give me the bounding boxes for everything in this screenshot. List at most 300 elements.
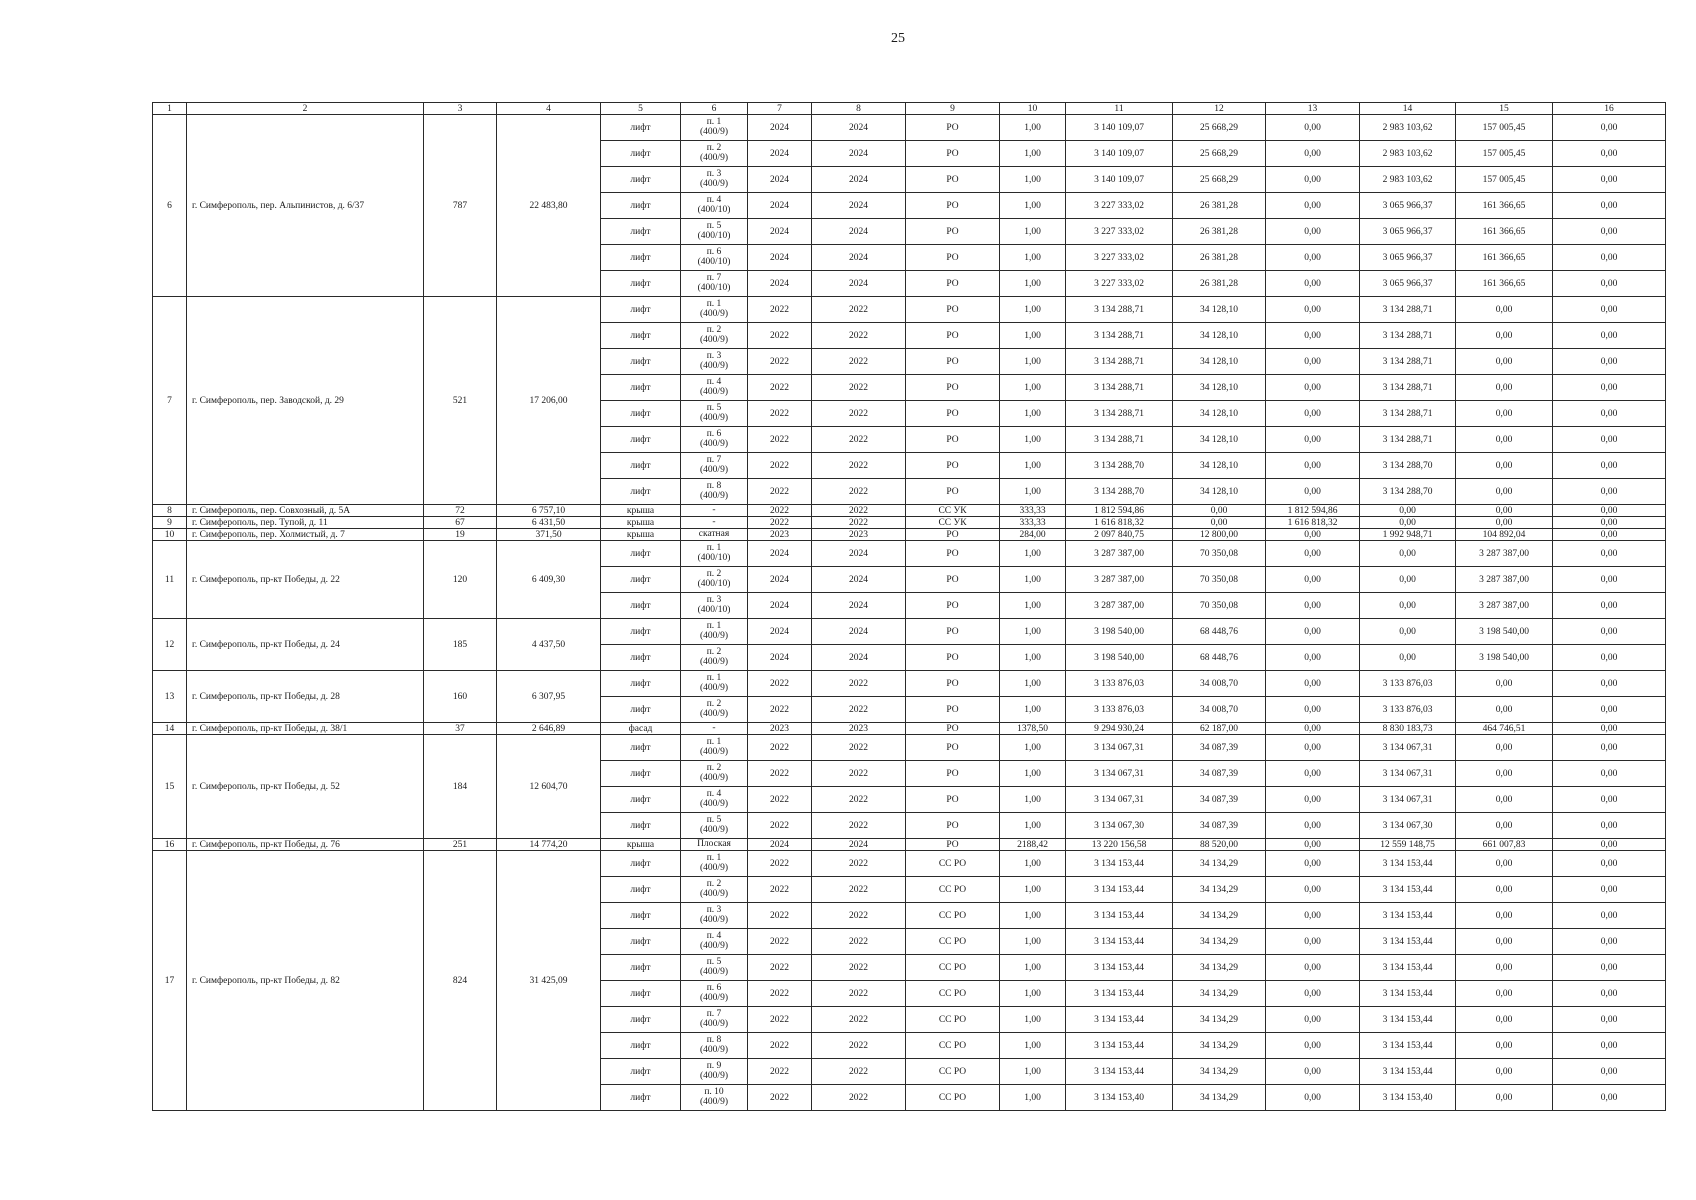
other-funds: 0,00 xyxy=(1553,1033,1666,1059)
volume: 1,00 xyxy=(1000,1033,1066,1059)
other-funds: 0,00 xyxy=(1553,567,1666,593)
unit-cost: 68 448,76 xyxy=(1173,619,1266,645)
residents-count: 185 xyxy=(424,619,497,671)
other-funds: 0,00 xyxy=(1553,1007,1666,1033)
column-number-row xyxy=(153,103,1666,115)
total-cost: 9 294 930,24 xyxy=(1066,723,1173,735)
entrance-cell xyxy=(681,453,748,479)
entrance-line: (400/9) xyxy=(700,1044,728,1055)
volume: 1,00 xyxy=(1000,877,1066,903)
unit-cost: 26 381,28 xyxy=(1173,271,1266,297)
completion-year: 2022 xyxy=(812,787,906,813)
entrance-cell xyxy=(681,723,748,735)
fund-method: РО xyxy=(906,697,1000,723)
volume: 1,00 xyxy=(1000,297,1066,323)
budget-funds: 3 287 387,00 xyxy=(1456,567,1553,593)
volume: 1,00 xyxy=(1000,955,1066,981)
owners-funds: 0,00 xyxy=(1266,813,1360,839)
budget-funds: 0,00 xyxy=(1456,955,1553,981)
completion-year: 2022 xyxy=(812,375,906,401)
item-number: 16 xyxy=(153,839,187,851)
entrance-line: (400/9) xyxy=(700,798,728,809)
other-funds: 0,00 xyxy=(1553,813,1666,839)
building-address: г. Симферополь, пер. Тупой, д. 11 xyxy=(187,517,424,529)
work-type: лифт xyxy=(601,929,681,955)
owners-funds: 0,00 xyxy=(1266,903,1360,929)
table-row xyxy=(153,839,1666,851)
budget-funds: 3 287 387,00 xyxy=(1456,541,1553,567)
building-area: 6 431,50 xyxy=(497,517,601,529)
owners-funds: 0,00 xyxy=(1266,593,1360,619)
entrance-line: п. 2 xyxy=(706,569,722,579)
budget-funds: 0,00 xyxy=(1456,517,1553,529)
work-type: лифт xyxy=(601,981,681,1007)
planned-year: 2024 xyxy=(748,839,812,851)
fund-method: РО xyxy=(906,787,1000,813)
item-number: 11 xyxy=(153,541,187,619)
other-funds: 0,00 xyxy=(1553,619,1666,645)
work-type: крыша xyxy=(601,529,681,541)
fund-method: РО xyxy=(906,541,1000,567)
table-row xyxy=(153,619,1666,645)
planned-year: 2022 xyxy=(748,1033,812,1059)
entrance-cell xyxy=(681,903,748,929)
entrance-line: (400/10) xyxy=(697,204,731,215)
building-area: 371,50 xyxy=(497,529,601,541)
entrance-line: п. 7 xyxy=(706,273,722,283)
column-number: 7 xyxy=(748,103,812,115)
fund-method: РО xyxy=(906,297,1000,323)
table-row xyxy=(153,671,1666,697)
other-funds: 0,00 xyxy=(1553,981,1666,1007)
fund-method: РО xyxy=(906,813,1000,839)
owners-funds: 0,00 xyxy=(1266,877,1360,903)
fund-method: РО xyxy=(906,115,1000,141)
other-funds: 0,00 xyxy=(1553,735,1666,761)
residents-count: 521 xyxy=(424,297,497,505)
other-funds: 0,00 xyxy=(1553,219,1666,245)
entrance-line: (400/10) xyxy=(697,282,731,293)
entrance-line: (400/9) xyxy=(700,1018,728,1029)
entrance-cell xyxy=(681,517,748,529)
completion-year: 2022 xyxy=(812,671,906,697)
completion-year: 2022 xyxy=(812,1085,906,1111)
total-cost: 3 133 876,03 xyxy=(1066,697,1173,723)
residents-count: 184 xyxy=(424,735,497,839)
planned-year: 2022 xyxy=(748,735,812,761)
completion-year: 2022 xyxy=(812,903,906,929)
other-funds: 0,00 xyxy=(1553,401,1666,427)
fund-funds: 3 134 067,31 xyxy=(1360,735,1456,761)
entrance-line: (400/9) xyxy=(700,386,728,397)
volume: 1,00 xyxy=(1000,193,1066,219)
planned-year: 2022 xyxy=(748,375,812,401)
building-area: 4 437,50 xyxy=(497,619,601,671)
planned-year: 2024 xyxy=(748,593,812,619)
fund-method: РО xyxy=(906,375,1000,401)
column-number: 12 xyxy=(1173,103,1266,115)
work-type: лифт xyxy=(601,541,681,567)
fund-funds: 3 134 288,71 xyxy=(1360,323,1456,349)
fund-method: СС РО xyxy=(906,1007,1000,1033)
building-address: г. Симферополь, пр-кт Победы, д. 24 xyxy=(187,619,424,671)
fund-method: РО xyxy=(906,761,1000,787)
completion-year: 2024 xyxy=(812,115,906,141)
total-cost: 3 134 288,70 xyxy=(1066,479,1173,505)
owners-funds: 0,00 xyxy=(1266,401,1360,427)
entrance-cell xyxy=(681,1033,748,1059)
work-type: лифт xyxy=(601,479,681,505)
volume: 1,00 xyxy=(1000,115,1066,141)
unit-cost: 34 128,10 xyxy=(1173,479,1266,505)
budget-funds: 0,00 xyxy=(1456,323,1553,349)
other-funds: 0,00 xyxy=(1553,787,1666,813)
owners-funds: 0,00 xyxy=(1266,167,1360,193)
budget-funds: 0,00 xyxy=(1456,697,1553,723)
residents-count: 120 xyxy=(424,541,497,619)
fund-method: РО xyxy=(906,619,1000,645)
unit-cost: 34 128,10 xyxy=(1173,453,1266,479)
residents-count: 67 xyxy=(424,517,497,529)
budget-funds: 0,00 xyxy=(1456,903,1553,929)
total-cost: 3 134 288,71 xyxy=(1066,323,1173,349)
volume: 1,00 xyxy=(1000,323,1066,349)
other-funds: 0,00 xyxy=(1553,375,1666,401)
unit-cost: 26 381,28 xyxy=(1173,219,1266,245)
owners-funds: 0,00 xyxy=(1266,787,1360,813)
entrance-cell xyxy=(681,323,748,349)
unit-cost: 0,00 xyxy=(1173,517,1266,529)
item-number: 9 xyxy=(153,517,187,529)
total-cost: 3 133 876,03 xyxy=(1066,671,1173,697)
table-row xyxy=(153,541,1666,567)
completion-year: 2022 xyxy=(812,735,906,761)
entrance-line: (400/9) xyxy=(700,438,728,449)
other-funds: 0,00 xyxy=(1553,697,1666,723)
unit-cost: 88 520,00 xyxy=(1173,839,1266,851)
completion-year: 2022 xyxy=(812,761,906,787)
owners-funds: 0,00 xyxy=(1266,697,1360,723)
owners-funds: 0,00 xyxy=(1266,141,1360,167)
completion-year: 2022 xyxy=(812,401,906,427)
column-number: 1 xyxy=(153,103,187,115)
residents-count: 72 xyxy=(424,505,497,517)
fund-method: СС УК xyxy=(906,517,1000,529)
residents-count: 251 xyxy=(424,839,497,851)
completion-year: 2022 xyxy=(812,505,906,517)
unit-cost: 34 087,39 xyxy=(1173,761,1266,787)
column-number: 10 xyxy=(1000,103,1066,115)
volume: 1,00 xyxy=(1000,981,1066,1007)
entrance-cell xyxy=(681,505,748,517)
fund-funds: 3 134 153,44 xyxy=(1360,955,1456,981)
planned-year: 2022 xyxy=(748,401,812,427)
budget-funds: 0,00 xyxy=(1456,427,1553,453)
other-funds: 0,00 xyxy=(1553,929,1666,955)
volume: 1,00 xyxy=(1000,453,1066,479)
budget-funds: 0,00 xyxy=(1456,1033,1553,1059)
total-cost: 3 140 109,07 xyxy=(1066,141,1173,167)
owners-funds: 0,00 xyxy=(1266,193,1360,219)
unit-cost: 34 134,29 xyxy=(1173,877,1266,903)
total-cost: 13 220 156,58 xyxy=(1066,839,1173,851)
volume: 1,00 xyxy=(1000,697,1066,723)
total-cost: 3 134 067,31 xyxy=(1066,787,1173,813)
volume: 1,00 xyxy=(1000,541,1066,567)
planned-year: 2022 xyxy=(748,1059,812,1085)
entrance-cell xyxy=(681,427,748,453)
fund-funds: 12 559 148,75 xyxy=(1360,839,1456,851)
owners-funds: 0,00 xyxy=(1266,723,1360,735)
owners-funds: 0,00 xyxy=(1266,671,1360,697)
entrance-line: (400/10) xyxy=(697,256,731,267)
planned-year: 2022 xyxy=(748,297,812,323)
unit-cost: 34 134,29 xyxy=(1173,981,1266,1007)
completion-year: 2024 xyxy=(812,567,906,593)
volume: 1,00 xyxy=(1000,619,1066,645)
budget-funds: 3 198 540,00 xyxy=(1456,645,1553,671)
volume: 1,00 xyxy=(1000,593,1066,619)
fund-method: СС РО xyxy=(906,877,1000,903)
fund-funds: 3 134 153,44 xyxy=(1360,981,1456,1007)
other-funds: 0,00 xyxy=(1553,115,1666,141)
entrance-line: (400/9) xyxy=(700,682,728,693)
fund-method: РО xyxy=(906,349,1000,375)
entrance-line: п. 1 xyxy=(706,117,722,127)
entrance-line: п. 4 xyxy=(706,377,722,387)
unit-cost: 34 128,10 xyxy=(1173,323,1266,349)
entrance-line: п. 10 xyxy=(704,1087,724,1097)
entrance-line: п. 4 xyxy=(706,931,722,941)
work-type: лифт xyxy=(601,115,681,141)
unit-cost: 62 187,00 xyxy=(1173,723,1266,735)
total-cost: 1 812 594,86 xyxy=(1066,505,1173,517)
owners-funds: 0,00 xyxy=(1266,567,1360,593)
owners-funds: 0,00 xyxy=(1266,479,1360,505)
budget-funds: 0,00 xyxy=(1456,929,1553,955)
entrance-line: п. 5 xyxy=(706,957,722,967)
fund-funds: 3 134 153,44 xyxy=(1360,877,1456,903)
entrance-cell xyxy=(681,219,748,245)
other-funds: 0,00 xyxy=(1553,541,1666,567)
total-cost: 3 287 387,00 xyxy=(1066,541,1173,567)
total-cost: 3 134 153,44 xyxy=(1066,929,1173,955)
data-sheet xyxy=(152,102,1665,1111)
building-area: 6 757,10 xyxy=(497,505,601,517)
entrance-line: п. 1 xyxy=(706,621,722,631)
total-cost: 3 134 153,44 xyxy=(1066,981,1173,1007)
entrance-line: (400/9) xyxy=(700,334,728,345)
unit-cost: 26 381,28 xyxy=(1173,245,1266,271)
fund-method: РО xyxy=(906,593,1000,619)
owners-funds: 0,00 xyxy=(1266,115,1360,141)
entrance-cell xyxy=(681,375,748,401)
entrance-cell xyxy=(681,877,748,903)
fund-method: СС РО xyxy=(906,851,1000,877)
completion-year: 2024 xyxy=(812,619,906,645)
owners-funds: 0,00 xyxy=(1266,1007,1360,1033)
work-type: крыша xyxy=(601,505,681,517)
work-type: лифт xyxy=(601,697,681,723)
entrance-cell xyxy=(681,645,748,671)
entrance-line: п. 1 xyxy=(706,673,722,683)
entrance-line: (400/9) xyxy=(700,914,728,925)
fund-funds: 3 134 288,71 xyxy=(1360,401,1456,427)
planned-year: 2022 xyxy=(748,1085,812,1111)
planned-year: 2024 xyxy=(748,141,812,167)
fund-method: РО xyxy=(906,323,1000,349)
entrance-line: (400/9) xyxy=(700,656,728,667)
volume: 1,00 xyxy=(1000,271,1066,297)
fund-method: РО xyxy=(906,735,1000,761)
fund-method: РО xyxy=(906,193,1000,219)
total-cost: 3 134 153,44 xyxy=(1066,1007,1173,1033)
volume: 1,00 xyxy=(1000,401,1066,427)
column-number: 2 xyxy=(187,103,424,115)
completion-year: 2024 xyxy=(812,541,906,567)
column-number: 15 xyxy=(1456,103,1553,115)
planned-year: 2024 xyxy=(748,541,812,567)
total-cost: 3 134 288,71 xyxy=(1066,427,1173,453)
column-number: 5 xyxy=(601,103,681,115)
planned-year: 2022 xyxy=(748,851,812,877)
total-cost: 3 134 288,70 xyxy=(1066,453,1173,479)
entrance-line: п. 2 xyxy=(706,763,722,773)
fund-funds: 0,00 xyxy=(1360,645,1456,671)
budget-funds: 0,00 xyxy=(1456,787,1553,813)
residents-count: 19 xyxy=(424,529,497,541)
work-type: лифт xyxy=(601,1033,681,1059)
work-type: лифт xyxy=(601,593,681,619)
budget-funds: 0,00 xyxy=(1456,453,1553,479)
volume: 1,00 xyxy=(1000,903,1066,929)
entrance-cell xyxy=(681,349,748,375)
unit-cost: 34 087,39 xyxy=(1173,735,1266,761)
repair-schedule-table xyxy=(152,102,1666,1111)
owners-funds: 0,00 xyxy=(1266,955,1360,981)
planned-year: 2024 xyxy=(748,193,812,219)
other-funds: 0,00 xyxy=(1553,839,1666,851)
total-cost: 3 134 153,44 xyxy=(1066,1059,1173,1085)
work-type: лифт xyxy=(601,427,681,453)
other-funds: 0,00 xyxy=(1553,479,1666,505)
fund-funds: 3 134 153,40 xyxy=(1360,1085,1456,1111)
unit-cost: 34 087,39 xyxy=(1173,813,1266,839)
fund-method: РО xyxy=(906,453,1000,479)
budget-funds: 3 198 540,00 xyxy=(1456,619,1553,645)
owners-funds: 0,00 xyxy=(1266,851,1360,877)
item-number: 17 xyxy=(153,851,187,1111)
work-type: крыша xyxy=(601,839,681,851)
work-type: крыша xyxy=(601,517,681,529)
budget-funds: 661 007,83 xyxy=(1456,839,1553,851)
unit-cost: 12 800,00 xyxy=(1173,529,1266,541)
entrance-line: (400/9) xyxy=(700,178,728,189)
entrance-line: (400/9) xyxy=(700,746,728,757)
other-funds: 0,00 xyxy=(1553,245,1666,271)
budget-funds: 104 892,04 xyxy=(1456,529,1553,541)
entrance-line: п. 6 xyxy=(706,983,722,993)
entrance-line: (400/9) xyxy=(700,966,728,977)
entrance-cell xyxy=(681,1059,748,1085)
completion-year: 2024 xyxy=(812,593,906,619)
fund-method: СС УК xyxy=(906,505,1000,517)
owners-funds: 0,00 xyxy=(1266,619,1360,645)
entrance-line: (400/9) xyxy=(700,862,728,873)
unit-cost: 34 087,39 xyxy=(1173,787,1266,813)
building-address: г. Симферополь, пр-кт Победы, д. 52 xyxy=(187,735,424,839)
entrance-cell xyxy=(681,245,748,271)
other-funds: 0,00 xyxy=(1553,453,1666,479)
fund-funds: 3 134 153,44 xyxy=(1360,903,1456,929)
planned-year: 2022 xyxy=(748,903,812,929)
unit-cost: 34 128,10 xyxy=(1173,349,1266,375)
residents-count: 160 xyxy=(424,671,497,723)
fund-funds: 3 134 153,44 xyxy=(1360,1033,1456,1059)
owners-funds: 0,00 xyxy=(1266,453,1360,479)
other-funds: 0,00 xyxy=(1553,593,1666,619)
planned-year: 2022 xyxy=(748,981,812,1007)
planned-year: 2022 xyxy=(748,517,812,529)
unit-cost: 34 008,70 xyxy=(1173,671,1266,697)
fund-method: РО xyxy=(906,567,1000,593)
work-type: лифт xyxy=(601,787,681,813)
planned-year: 2022 xyxy=(748,479,812,505)
completion-year: 2024 xyxy=(812,645,906,671)
entrance-cell xyxy=(681,401,748,427)
completion-year: 2022 xyxy=(812,1059,906,1085)
entrance-line: п. 6 xyxy=(706,247,722,257)
completion-year: 2022 xyxy=(812,453,906,479)
volume: 1378,50 xyxy=(1000,723,1066,735)
budget-funds: 161 366,65 xyxy=(1456,245,1553,271)
entrance-cell xyxy=(681,529,748,541)
entrance-line: п. 4 xyxy=(706,195,722,205)
entrance-line: п. 8 xyxy=(706,1035,722,1045)
total-cost: 3 134 153,44 xyxy=(1066,955,1173,981)
fund-funds: 3 134 067,31 xyxy=(1360,761,1456,787)
volume: 1,00 xyxy=(1000,349,1066,375)
volume: 1,00 xyxy=(1000,567,1066,593)
budget-funds: 0,00 xyxy=(1456,813,1553,839)
entrance-cell xyxy=(681,981,748,1007)
fund-funds: 3 134 153,44 xyxy=(1360,851,1456,877)
total-cost: 3 227 333,02 xyxy=(1066,193,1173,219)
building-area: 12 604,70 xyxy=(497,735,601,839)
budget-funds: 161 366,65 xyxy=(1456,193,1553,219)
owners-funds: 0,00 xyxy=(1266,245,1360,271)
work-type: лифт xyxy=(601,671,681,697)
planned-year: 2024 xyxy=(748,645,812,671)
owners-funds: 0,00 xyxy=(1266,427,1360,453)
table-row xyxy=(153,735,1666,761)
other-funds: 0,00 xyxy=(1553,671,1666,697)
volume: 1,00 xyxy=(1000,929,1066,955)
fund-funds: 2 983 103,62 xyxy=(1360,141,1456,167)
budget-funds: 0,00 xyxy=(1456,1007,1553,1033)
owners-funds: 0,00 xyxy=(1266,1085,1360,1111)
building-address: г. Симферополь, пр-кт Победы, д. 22 xyxy=(187,541,424,619)
entrance-line: (400/9) xyxy=(700,1096,728,1107)
total-cost: 3 227 333,02 xyxy=(1066,271,1173,297)
work-type: лифт xyxy=(601,401,681,427)
work-type: лифт xyxy=(601,735,681,761)
entrance-cell xyxy=(681,115,748,141)
entrance-cell xyxy=(681,167,748,193)
planned-year: 2022 xyxy=(748,505,812,517)
fund-funds: 3 134 288,70 xyxy=(1360,479,1456,505)
fund-method: РО xyxy=(906,219,1000,245)
